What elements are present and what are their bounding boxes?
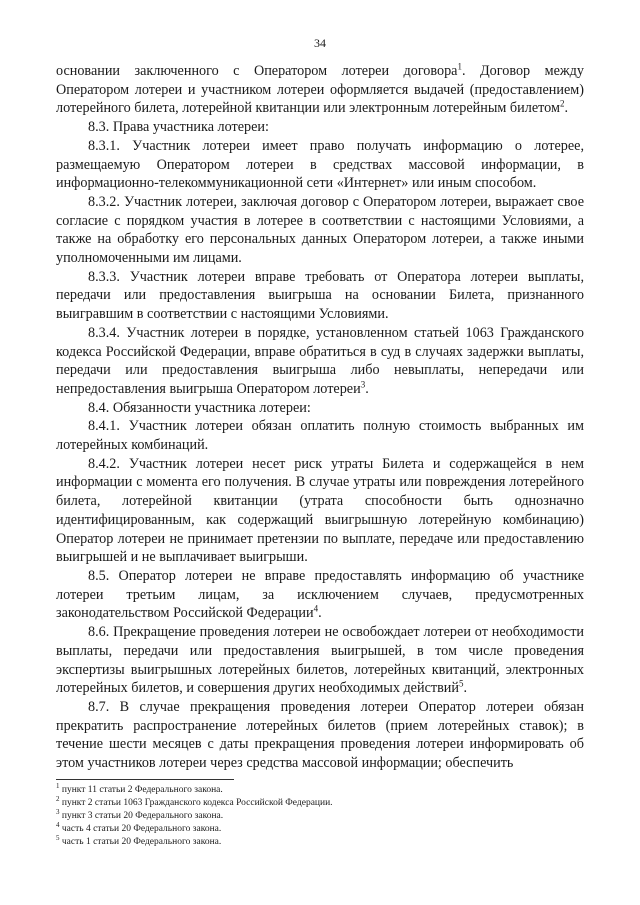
footnote-ref: 3: [360, 379, 366, 390]
paragraph: [56, 118, 584, 137]
paragraph: [56, 399, 584, 418]
footnote-ref: 1: [457, 61, 462, 72]
footnote-text: пункт 3 статьи 20 Федерального закона.: [59, 811, 224, 821]
footnote: [56, 807, 584, 823]
footnote-text: пункт 2 статьи 1063 Гражданского кодекса Российской Федерации.: [59, 798, 333, 808]
page-number: 34: [314, 36, 326, 50]
paragraph-text: 8.3.3. Участник лотереи вправе требовать от Оператора лотереи выплаты, передачи или предоставления выигрыша на основании Билета, признанного выигравшим в соответствии с настоящими Условиями.: [56, 268, 584, 323]
paragraph: [56, 193, 584, 268]
paragraph: [56, 268, 584, 324]
footnote-ref: 2: [559, 98, 565, 109]
footnote-number: 1: [56, 781, 60, 790]
footnote: [56, 794, 584, 810]
paragraph-text: .: [564, 100, 568, 117]
paragraph-text: .: [463, 680, 468, 697]
footnote-number: 3: [56, 807, 60, 816]
paragraph-text: 8.5. Оператор лотереи не вправе предоставлять информацию об участнике лотереи третьим лицам, за исключением случаев, предусмотренных законодательством Российской Федерации: [56, 567, 584, 622]
paragraph-text: 8.3.1. Участник лотереи имеет право получать информацию о лотерее, размещаемую Оператором лотереи в средствах массовой информации, в информационно-телекоммуникационной сети «Интернет» или иным способом.: [56, 137, 584, 192]
footnote-text: пункт 11 статьи 2 Федерального закона.: [59, 785, 223, 795]
footnote-ref: 5: [458, 678, 464, 689]
paragraph-text: 8.4. Обязанности участника лотереи:: [88, 399, 311, 416]
paragraph: [56, 623, 584, 698]
footnote-ref: 4: [313, 603, 319, 614]
footnote: [56, 820, 584, 836]
paragraph: [56, 417, 584, 454]
footnote-text: часть 1 статьи 20 Федерального закона.: [59, 837, 222, 847]
paragraph-text: 8.3.2. Участник лотереи, заключая договор с Оператором лотереи, выражает свое согласие с порядком участия в лотерее в соответствии с настоящими Условиями, а также на обработку его персональных данных Оператором лотереи, а также иными уполномоченными им лицами.: [56, 193, 584, 267]
paragraph: [56, 324, 584, 399]
footnotes: [56, 781, 584, 849]
paragraph-text: .: [365, 380, 369, 397]
footnote-number: 5: [56, 833, 60, 842]
footnote-separator: [56, 779, 234, 780]
paragraph-text: 8.6. Прекращение проведения лотереи не освобождает лотереи от необходимости выплаты, передачи или предоставления выигрышей, в том числе проведения экспертизы выигрышных лотерейных билетов, лотерейных квитанций, электронных лотерейных билетов, и совершения других необходимых действий: [56, 624, 584, 697]
paragraph-text: 8.3.4. Участник лотереи в порядке, установленном статьей 1063 Гражданского кодекса Российской Федерации, вправе обратиться в суд в случаях задержки выплаты, передачи или предоставления выигрыша либо невыплаты, непередачи или непредоставления выигрыша Оператором лотереи: [56, 324, 584, 397]
paragraph-text: .: [318, 605, 322, 622]
document-body: [56, 62, 584, 773]
paragraph: [56, 455, 584, 567]
paragraph-text: 8.7. В случае прекращения проведения лотереи Оператор лотереи обязан прекратить распространение лотерейных билетов (прием лотерейных ставок); в течение шести месяцев с даты прекращения проведения лотереи информировать об этом участников лотереи через средства массовой информации; обеспечить: [56, 698, 584, 772]
footnote-text: часть 4 статьи 20 Федерального закона.: [59, 824, 222, 834]
paragraph-text: основании заключенного с Оператором лотереи договора: [56, 63, 458, 79]
footnote-number: 4: [56, 820, 60, 829]
paragraph: [56, 567, 584, 623]
paragraph-text: . Договор между Оператором лотереи и участником лотереи оформляется выдачей (предоставлением) лотерейного билета, лотерейной квитанции или электронным лотерейным билетом: [56, 63, 584, 117]
paragraph: [56, 137, 584, 193]
paragraph: [56, 62, 584, 118]
paragraph: [56, 698, 584, 773]
paragraph-text: 8.4.2. Участник лотереи несет риск утраты Билета и содержащейся в нем информации с момента его получения. В случае утраты или повреждения лотерейного билета, лотерейной квитанции (утрата способности быть однозначно идентифицированным, как содержащий выигрышную лотерейную комбинацию) Оператор лотереи не принимает претензии по выплате, передаче или предоставлению выигрышей и не выплачивает выигрыши.: [56, 455, 584, 566]
footnote: [56, 833, 584, 849]
footnote: [56, 781, 584, 797]
paragraph-text: 8.3. Права участника лотереи:: [88, 119, 269, 136]
paragraph-text: 8.4.1. Участник лотереи обязан оплатить полную стоимость выбранных им лотерейных комбинаций.: [56, 418, 584, 454]
footnote-number: 2: [56, 794, 60, 803]
